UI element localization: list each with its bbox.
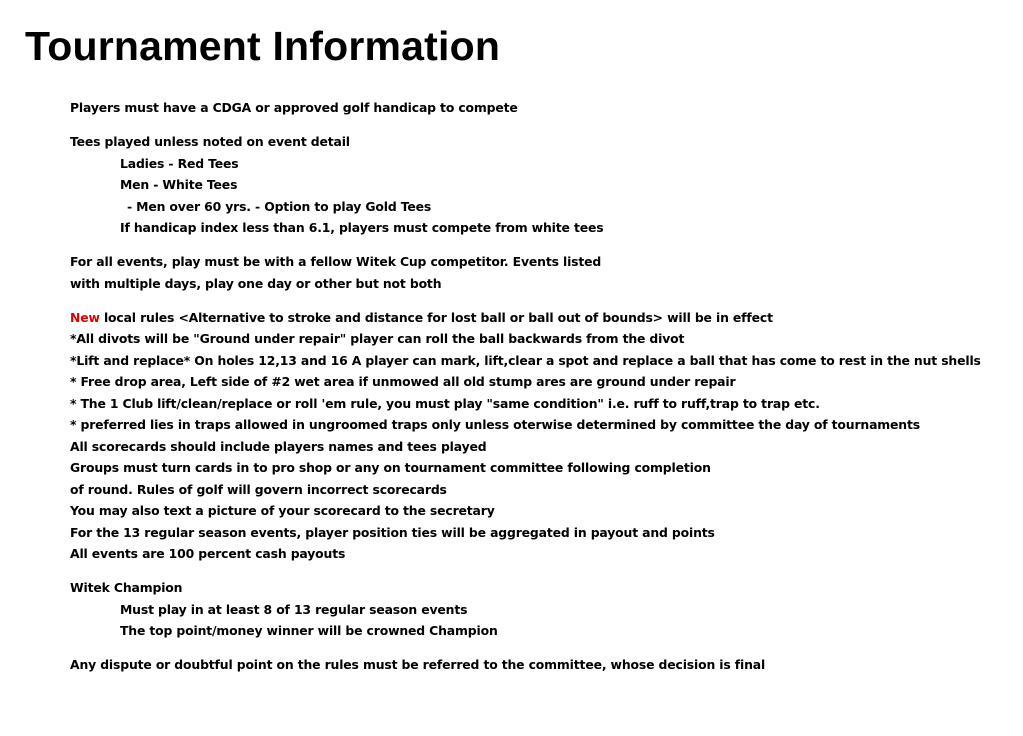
rule-item: * Free drop area, Left side of #2 wet area if unmowed all old stump ares are ground under repair <box>70 374 736 389</box>
rule-item: Groups must turn cards in to pro shop or any on tournament committee following completion <box>70 460 711 475</box>
rule-item: All events are 100 percent cash payouts <box>70 546 346 561</box>
rule-item: *All divots will be "Ground under repair" player can roll the ball backwards from the divot <box>70 331 685 346</box>
local-rules-intro <box>70 307 1010 329</box>
champion-section <box>70 577 1010 642</box>
rule-item: All scorecards should include players names and tees played <box>70 438 487 454</box>
events-line: For all events, play must be with a fellow Witek Cup competitor. Events listed <box>70 254 602 269</box>
page-title: Tournament Information <box>25 23 501 69</box>
local-rules-section <box>70 307 1010 565</box>
tees-handicap-rule: If handicap index less than 6.1, players must compete from white tees <box>120 220 604 235</box>
rule-item: For the 13 regular season events, player position ties will be aggregated in payout and points <box>70 524 715 540</box>
champion-heading: Witek Champion <box>70 580 183 595</box>
tees-men-over-60: - Men over 60 yrs. - Option to play Gold Tees <box>127 198 432 214</box>
rule-item: *Lift and replace* On holes 12,13 and 16 A player can mark, lift,clear a spot and replace a ball that has come to rest in the nut shells <box>70 352 981 368</box>
rule-item: * preferred lies in traps allowed in ungroomed traps only unless oterwise determined by committee the day of tournaments <box>70 417 920 432</box>
rule-item: of round. Rules of golf will govern incorrect scorecards <box>70 481 447 497</box>
tournament-rules <box>70 97 1010 676</box>
champion-rule: Must play in at least 8 of 13 regular season events <box>120 601 468 617</box>
events-section <box>70 251 1010 294</box>
new-label: New <box>70 309 100 325</box>
events-line: with multiple days, play one day or other but not both <box>70 275 442 291</box>
tees-section <box>70 131 1010 239</box>
rule-item: You may also text a picture of your scorecard to the secretary <box>70 503 495 518</box>
local-rules-intro-text: local rules <Alternative to stroke and distance for lost ball or ball out of bounds> will be in effect <box>99 309 773 325</box>
handicap-requirement: Players must have a CDGA or approved golf handicap to compete <box>70 100 518 115</box>
tees-men: Men - White Tees <box>120 177 238 192</box>
champion-rule: The top point/money winner will be crowned Champion <box>120 623 498 638</box>
rule-item: * The 1 Club lift/clean/replace or roll 'em rule, you must play "same condition" i.e. ruff to ruff,trap to trap etc. <box>70 395 820 411</box>
tees-ladies: Ladies - Red Tees <box>120 155 239 171</box>
tees-heading: Tees played unless noted on event detail <box>70 134 350 149</box>
dispute-rule: Any dispute or doubtful point on the rules must be referred to the committee, whose decision is final <box>70 657 766 672</box>
